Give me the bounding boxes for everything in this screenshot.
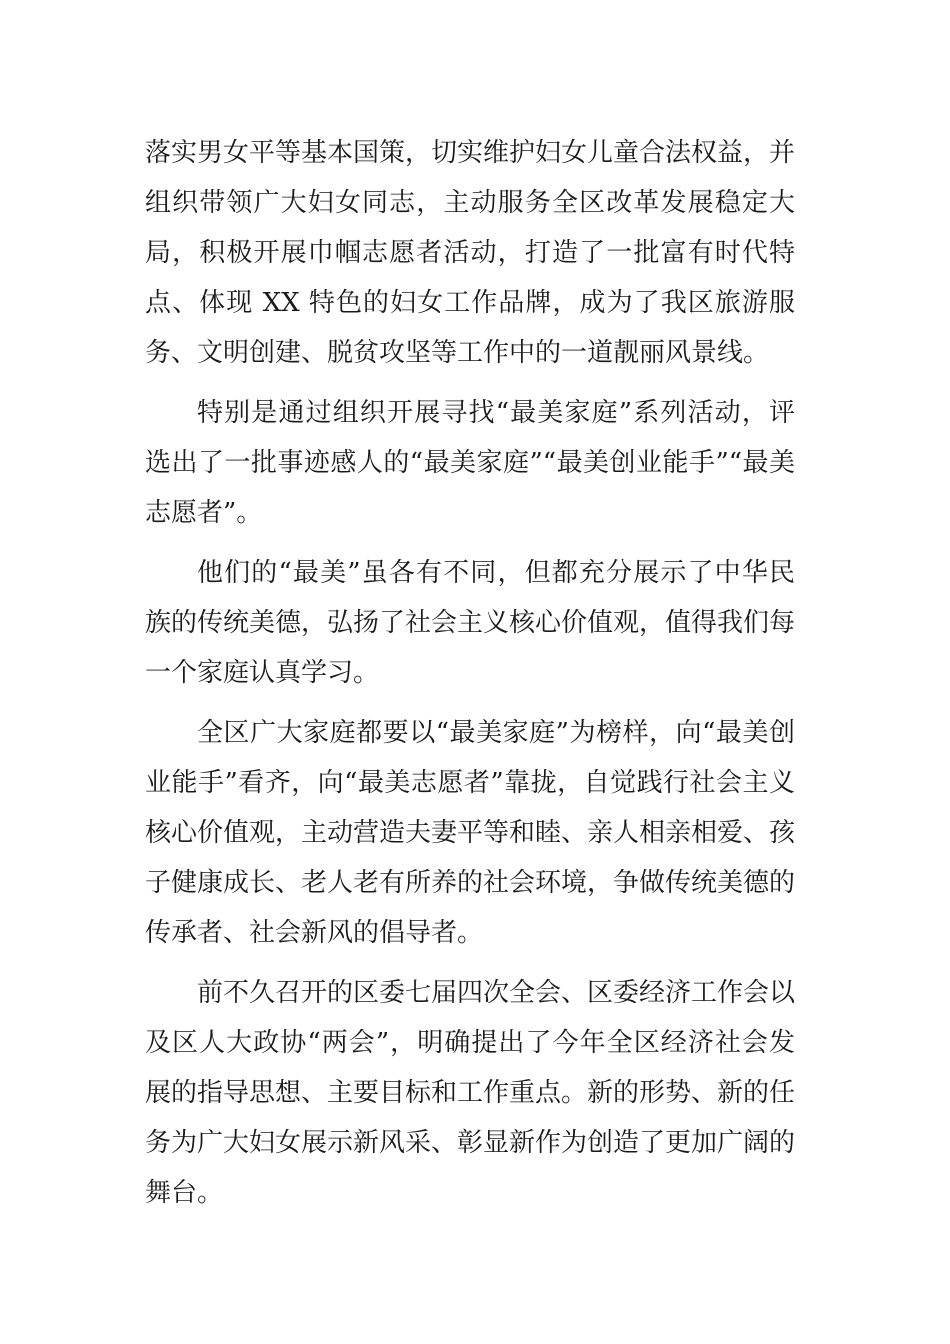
paragraph-3: 他们的“最美”虽各有不同，但都充分展示了中华民族的传统美德，弘扬了社会主义核心价值观，值得我们每一个家庭认真学习。	[145, 558, 796, 688]
paragraph-5: 前不久召开的区委七届四次全会、区委经济工作会以及区人大政协“两会”，明确提出了今年全区经济社会发展的指导思想、主要目标和工作重点。新的形势、新的任务为广大妇女展示新风采、彰显新作为创造了更加广阔的舞台。	[145, 978, 796, 1208]
paragraph-2: 特别是通过组织开展寻找“最美家庭”系列活动，评选出了一批事迹感人的“最美家庭”“最美创业能手”“最美志愿者”。	[145, 398, 795, 528]
paragraph-4: 全区广大家庭都要以“最美家庭”为榜样，向“最美创业能手”看齐，向“最美志愿者”靠拢，自觉践行社会主义核心价值观，主动营造夫妻平等和睦、亲人相亲相爱、孩子健康成长、老人老有所养的社会环境，争做传统美德的传承者、社会新风的倡导者。	[145, 718, 796, 948]
document-body	[145, 128, 795, 1228]
paragraph-1: 落实男女平等基本国策，切实维护妇女儿童合法权益，并组织带领广大妇女同志，主动服务全区改革发展稳定大局，积极开展巾帼志愿者活动，打造了一批富有时代特点、体现 XX 特色的妇女工作品牌，成为了我区旅游服务、文明创建、脱贫攻坚等工作中的一道靓丽风景线。	[145, 138, 796, 368]
